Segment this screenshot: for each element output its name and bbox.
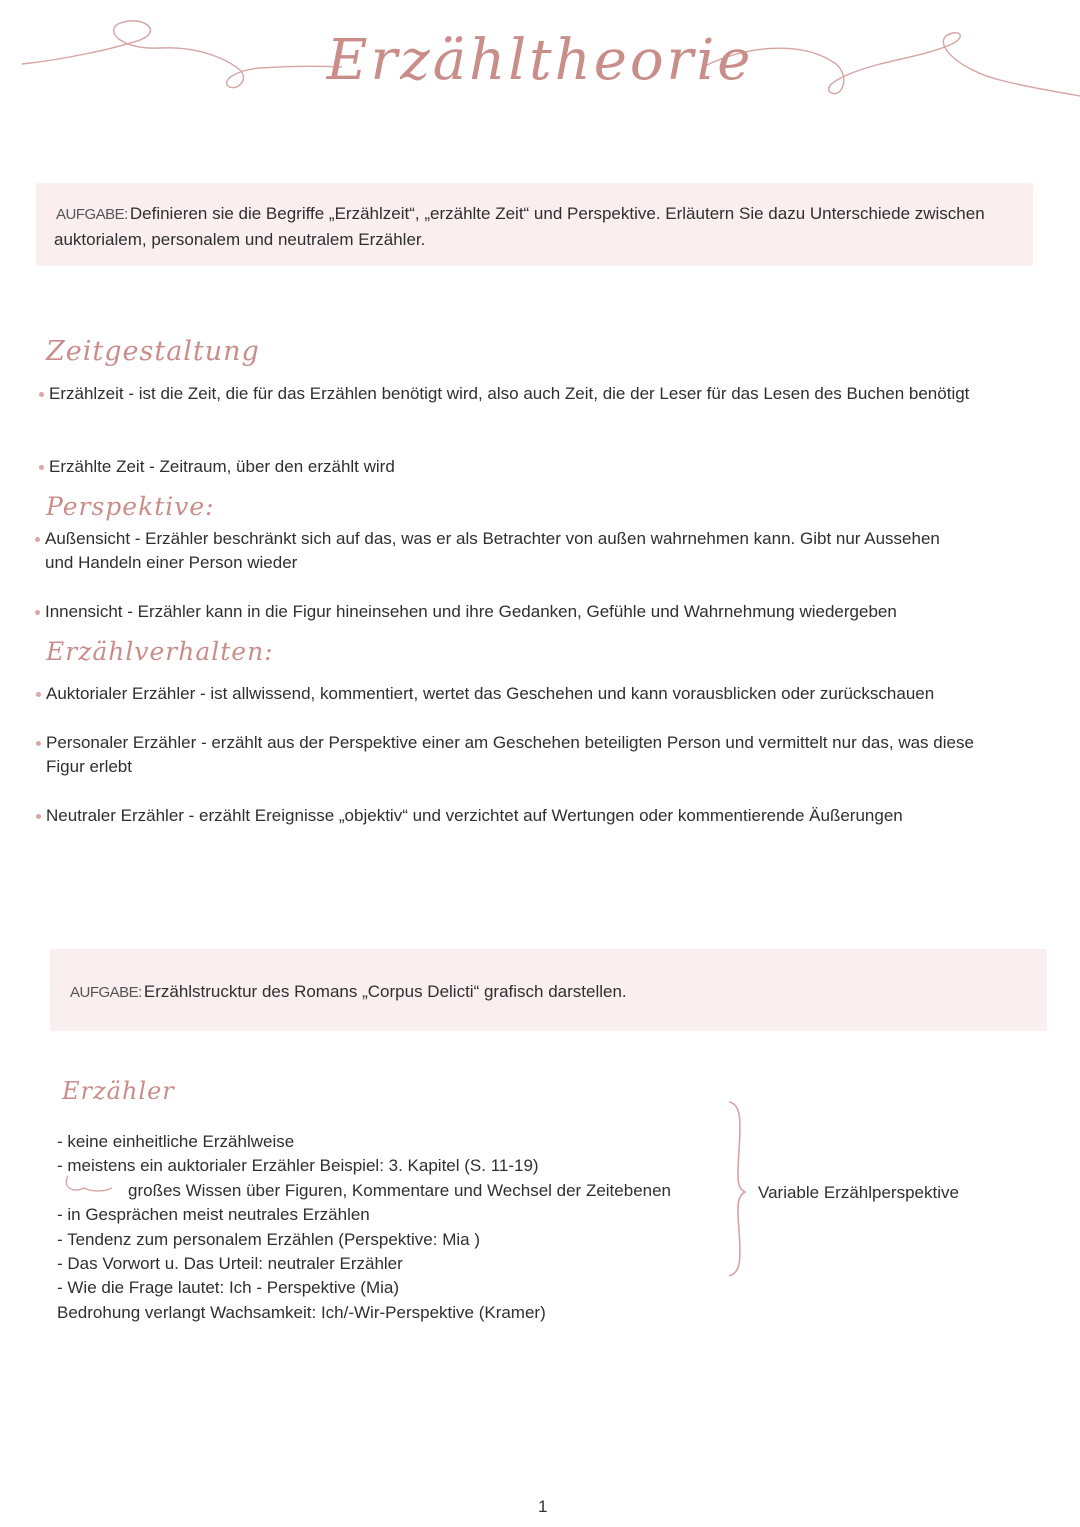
erzaehler-line-8: Bedrohung verlangt Wachsamkeit: Ich/-Wir-Perspektive (Kramer) — [57, 1302, 546, 1322]
hook-arrow-icon — [60, 1174, 120, 1198]
bullet-erzaehlzeit-text: Erzählzeit - ist die Zeit, die für das Erzählen benötigt wird, also auch Zeit, die der Leser für das Lesen des Buchen benötigt — [49, 384, 970, 403]
bullet-dot — [35, 537, 40, 542]
task-box-2 — [50, 949, 1047, 1031]
task-2-text: Erzählstrucktur des Romans „Corpus Delicti“ grafisch darstellen. — [143, 982, 627, 1001]
heading-erzaehler: Erzähler — [62, 1077, 175, 1105]
bullet-dot — [36, 814, 41, 819]
bullet-innensicht-text: Innensicht - Erzähler kann in die Figur hineinsehen und ihre Gedanken, Gefühle und Wahrnehmung wiedergeben — [45, 602, 897, 621]
task-tag-1: AUFGABE: — [54, 202, 130, 227]
bullet-dot — [35, 610, 40, 615]
bullet-auktorial — [46, 682, 1066, 706]
erzaehler-line-1: - keine einheitliche Erzählweise — [57, 1132, 295, 1151]
task-box-1 — [36, 183, 1033, 266]
bullet-dot — [36, 692, 41, 697]
page-number: 1 — [538, 1497, 548, 1516]
heading-erzaehlverhalten: Erzählverhalten: — [46, 637, 274, 666]
bullet-personal-text: Personaler Erzähler - erzählt aus der Perspektive einer am Geschehen beteiligten Person und vermittelt nur das, was diese Figur erlebt — [46, 733, 974, 776]
heading-perspektive: Perspektive: — [46, 492, 215, 521]
curly-brace-icon — [725, 1100, 755, 1280]
bullet-innensicht — [45, 600, 1045, 624]
bullet-erzaehlzeit — [49, 382, 979, 406]
task-2-content — [68, 979, 1028, 1005]
bullet-auktorial-text: Auktorialer Erzähler - ist allwissend, kommentiert, wertet das Geschehen und kann vorausblicken oder zurückschauen — [46, 684, 935, 703]
erzaehler-line-7: - Wie die Frage lautet: Ich - Perspektive (Mia) — [57, 1278, 400, 1298]
bullet-erzaehlte-zeit — [49, 455, 979, 479]
bullet-personal — [46, 731, 1006, 779]
bullet-erzaehlte-zeit-text: Erzählte Zeit - Zeitraum, über den erzählt wird — [49, 457, 395, 476]
bullet-neutral-text: Neutraler Erzähler - erzählt Ereignisse „objektiv“ und verzichtet auf Wertungen oder kommentierende Äußerungen — [46, 806, 903, 825]
bullet-neutral — [46, 804, 1066, 828]
bullet-dot — [39, 392, 44, 397]
erzaehler-list — [57, 1130, 747, 1325]
bullet-dot — [36, 741, 41, 746]
erzaehler-line-4: - in Gesprächen meist neutrales Erzählen — [57, 1205, 370, 1225]
erzaehler-line-3: großes Wissen über Figuren, Kommentare und Wechsel der Zeitebenen — [128, 1180, 672, 1200]
erzaehler-line-2: - meistens ein auktorialer Erzähler Beispiel: 3. Kapitel (S. 11-19) — [57, 1156, 539, 1176]
erzaehler-line-6: - Das Vorwort u. Das Urteil: neutraler Erzähler — [57, 1254, 403, 1274]
bullet-aussensicht — [45, 527, 945, 575]
page-title: Erzähltheorie — [326, 28, 754, 93]
variable-perspektive-label: Variable Erzählperspektive — [758, 1183, 959, 1202]
bullet-aussensicht-text: Außensicht - Erzähler beschränkt sich auf das, was er als Betrachter von außen wahrnehmen kann. Gibt nur Aussehen und Handeln einer Person wieder — [45, 529, 940, 572]
heading-zeitgestaltung: Zeitgestaltung — [46, 336, 260, 367]
task-1-text: Definieren sie die Begriffe „Erzählzeit“, „erzählte Zeit“ und Perspektive. Erläutern Sie dazu Unterschiede zwischen auktorialem, personalem und neutralem Erzähler. — [54, 204, 985, 249]
task-tag-2: AUFGABE: — [68, 980, 144, 1005]
erzaehler-line-5: - Tendenz zum personalem Erzählen (Perspektive: Mia ) — [57, 1229, 480, 1249]
task-1-content — [54, 201, 1014, 252]
bullet-dot — [39, 465, 44, 470]
